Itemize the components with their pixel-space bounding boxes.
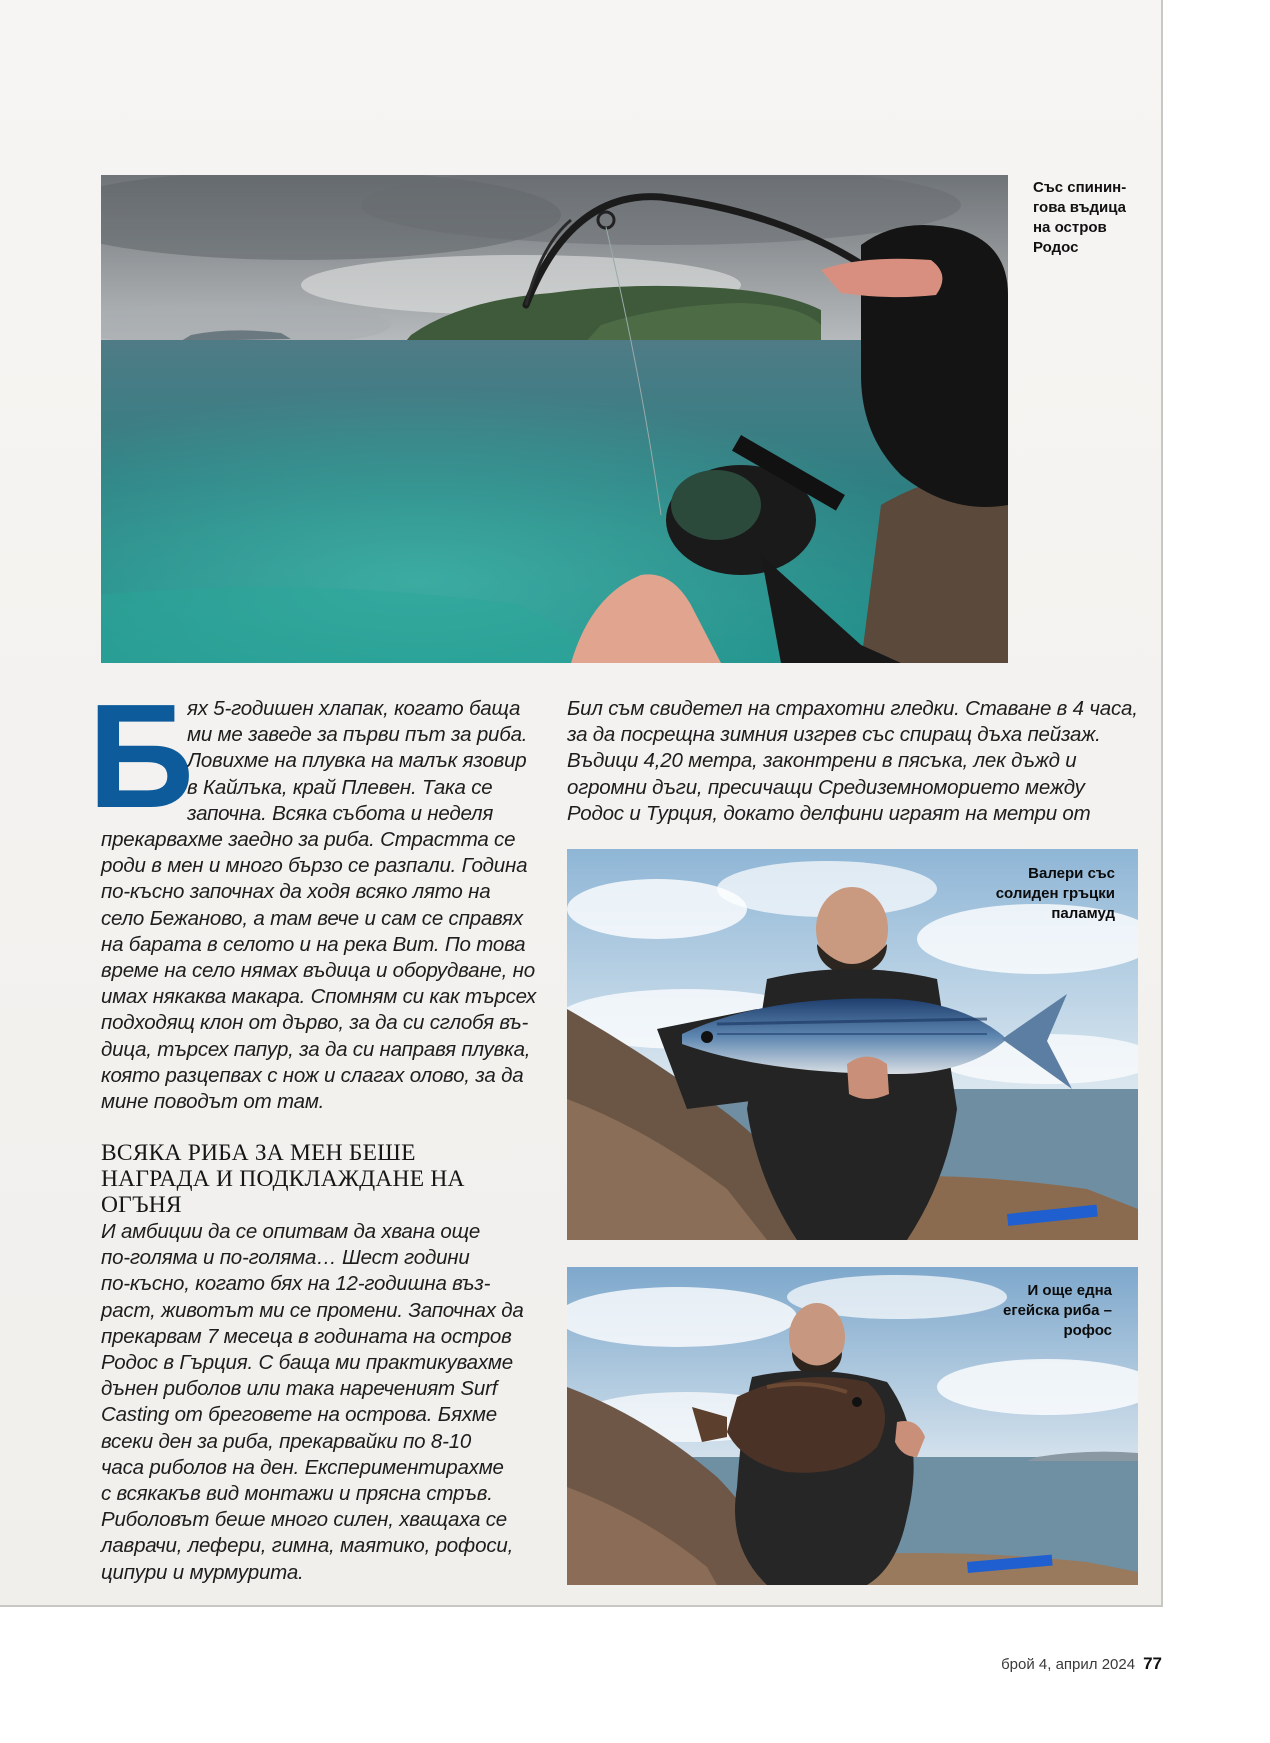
text-line: И амбиции да се опитвам да хвана още — [101, 1220, 481, 1243]
text-line: Риболовът беше много силен, хващаха се — [101, 1508, 507, 1532]
article-intro — [87, 674, 541, 839]
text-line: на барата в селото и на река Вит. По това — [101, 932, 526, 956]
text-line: мине поводът от там. — [101, 1090, 325, 1114]
text-line: с всякакъв вид монтажи и прясна стръв. — [101, 1482, 493, 1506]
text-line: по-голяма и по-голяма… Шест години — [101, 1246, 470, 1270]
caption-mid-photo — [960, 864, 1115, 924]
photo-spinning-rod-illustration — [101, 175, 1008, 663]
text-line: Родос в Гърция. С баща ми практикувахме — [101, 1351, 513, 1375]
text-line: всеки ден за риба, прекарвайки по 8-10 — [101, 1429, 472, 1453]
text-line: Родос и Турция, докато делфини играят на метри от — [567, 801, 1091, 825]
text-line: прекарвам 7 месеца в годината на остров — [101, 1324, 512, 1348]
caption-line: гова въдица — [1033, 199, 1127, 216]
text-line: Въдици 4,20 метра, законтрени в пясъка, лек дъжд и — [567, 749, 1077, 773]
caption-top-photo — [1033, 178, 1153, 258]
text-line: ми ме заведе за първи път за риба. — [187, 723, 528, 747]
text-line: време на село нямах въдица и оборудване, но — [101, 959, 535, 983]
article-paragraph-1 — [101, 827, 541, 1115]
section-subheading — [101, 1140, 541, 1218]
caption-line: егейска риба – — [1002, 1302, 1112, 1319]
caption-line: паламуд — [1051, 905, 1115, 922]
article-paragraph-2 — [101, 1219, 541, 1586]
text-line: роди в мен и много бързо се разпали. Година — [101, 854, 528, 878]
dropcap: Б — [87, 674, 191, 839]
page-number: 77 — [1143, 1654, 1162, 1673]
article-right-column — [567, 696, 1157, 827]
subheading-line: НАГРАДА И ПОДКЛАЖДАНЕ НА — [101, 1166, 465, 1192]
caption-line: Родос — [1033, 239, 1079, 256]
text-line: Бил съм свидетел на страхотни гледки. Ставане в 4 часа, — [567, 697, 1138, 720]
text-line: Ловихме на плувка на малък язовир — [187, 749, 527, 773]
issue-info: брой 4, април 2024 — [1001, 1656, 1136, 1673]
text-line: по-късно започнах да ходя всяко лято на — [101, 880, 491, 904]
page-footer — [1001, 1654, 1162, 1674]
text-line: в Кайлъка, край Плевен. Така се — [187, 775, 493, 799]
intro-lines — [187, 696, 541, 827]
text-line: село Бежаново, а там вече и сам се справях — [101, 906, 523, 930]
text-line: която разцепвах с нож и слагах олово, за да — [101, 1063, 524, 1087]
text-line: лаврачи, лефери, гимна, маятико, рофоси, — [101, 1534, 514, 1558]
text-line: ях 5-годишен хлапак, когато баща — [187, 697, 521, 720]
caption-line: Валери със — [1028, 865, 1115, 882]
caption-line: И още една — [1027, 1282, 1112, 1299]
text-line: прекарвахме заедно за риба. Страстта се — [101, 828, 516, 851]
text-line: по-късно, когато бях на 12-годишна въз- — [101, 1272, 491, 1296]
subheading-line: ВСЯКА РИБА ЗА МЕН БЕШЕ — [101, 1140, 416, 1166]
caption-line: рофос — [1063, 1322, 1112, 1339]
dropcap-box — [87, 674, 191, 839]
text-line: огромни дъги, пресичащи Средиземноморието между — [567, 775, 1085, 799]
photo-spinning-rod-rhodes — [101, 175, 1008, 663]
caption-line: на остров — [1033, 219, 1107, 236]
text-line: подходящ клон от дърво, за да си сглобя въ- — [101, 1011, 529, 1035]
subheading-line: ОГЪНЯ — [101, 1192, 182, 1218]
text-line: започна. Всяка събота и неделя — [187, 801, 494, 825]
caption-line: солиден гръцки — [995, 885, 1115, 902]
text-line: Casting от бреговете на острова. Бяхме — [101, 1403, 497, 1427]
text-line: дънен риболов или така нареченият Surf — [101, 1377, 498, 1401]
caption-bottom-photo — [960, 1281, 1112, 1341]
text-line: ципури и мурмурита. — [101, 1560, 304, 1584]
text-line: раст, животът ми се промени. Започнах да — [101, 1298, 524, 1322]
text-line: имах някаква макара. Спомням си как търсех — [101, 985, 537, 1009]
text-line: часа риболов на ден. Експериментирахме — [101, 1455, 504, 1479]
caption-line: Със спинин- — [1033, 179, 1127, 196]
text-line: дица, търсех папур, за да си направя плувка, — [101, 1037, 531, 1061]
text-line: за да посрещна зимния изгрев със спиращ дъха пейзаж. — [567, 723, 1101, 747]
